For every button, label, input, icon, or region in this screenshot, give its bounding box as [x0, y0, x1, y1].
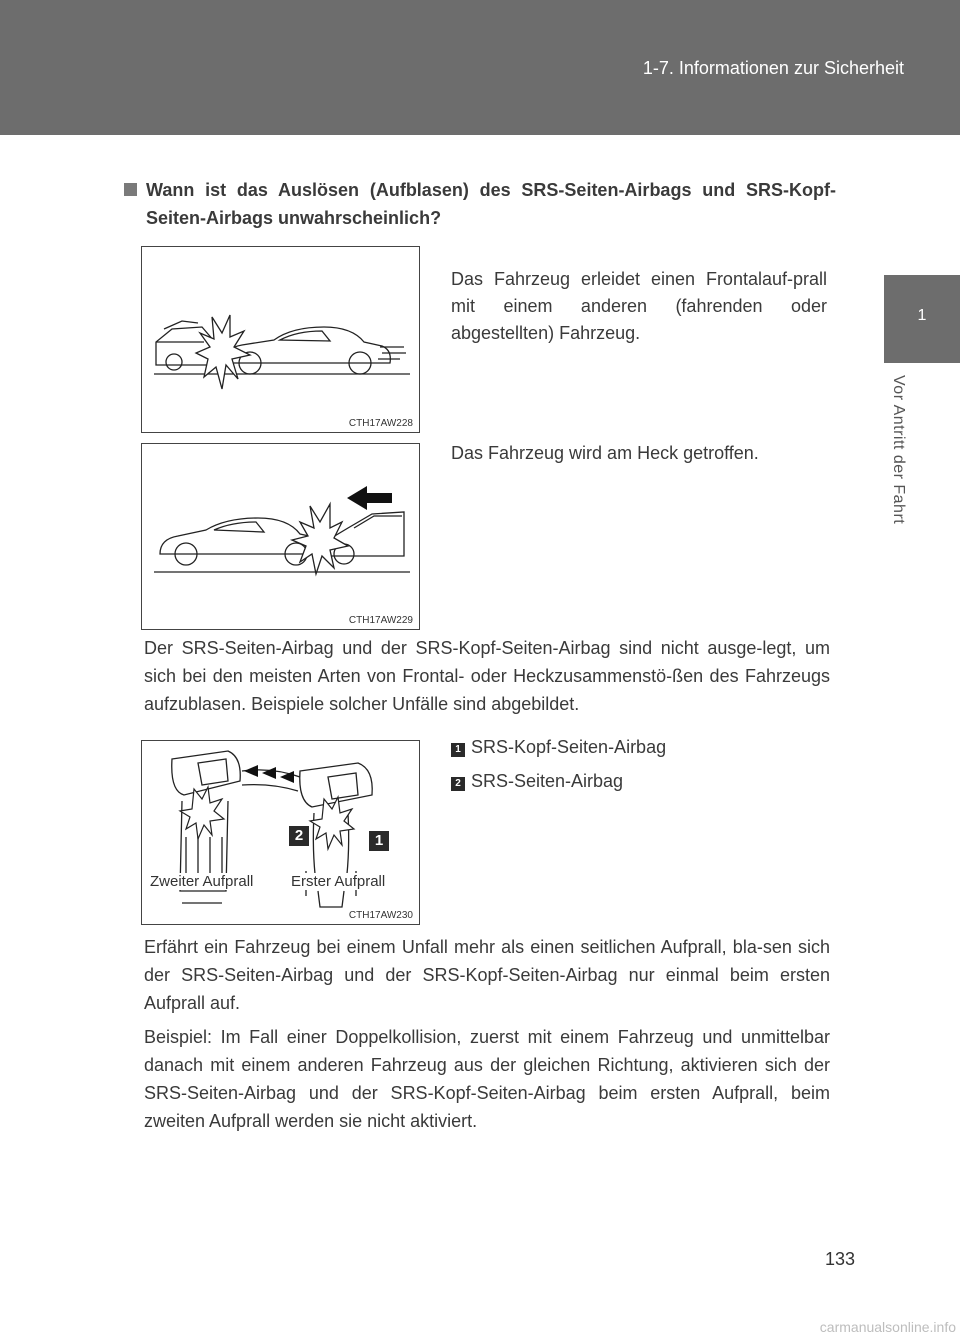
page-header — [0, 0, 960, 135]
page-number: 133 — [825, 1249, 856, 1269]
subsection-heading — [124, 176, 836, 232]
number-box-icon: 2 — [451, 777, 465, 791]
frontal-collision-illustration — [142, 247, 419, 432]
callout-1: 1 — [369, 831, 389, 851]
callout-2: 2 — [289, 826, 309, 846]
rear-collision-illustration — [142, 444, 419, 629]
figure-caption: Das Fahrzeug wird am Heck getroffen. — [451, 443, 759, 463]
paragraph-example: Beispiel: Im Fall einer Doppelkollision, zuerst mit einem Fahrzeug und unmittelbar danach mit einem anderen Fahrzeug aus der gleichen Richtung, aktivieren sich der SRS-Seiten-Airbag und der SRS-Kopf-Seiten-Airbag beim ersten Aufprall, beim zweiten Aufprall werden sie nicht aktiviert. — [144, 1027, 830, 1131]
direction-arrow — [347, 486, 392, 510]
figure-code: CTH17AW228 — [348, 418, 413, 429]
section-title: 1-7. Informationen zur Sicherheit — [642, 58, 904, 78]
legend-label: SRS-Seiten-Airbag — [471, 771, 624, 791]
figure-rear-collision — [141, 443, 420, 630]
number-box-icon: 1 — [451, 743, 465, 757]
figure-double-collision — [141, 740, 420, 925]
figure-code: CTH17AW229 — [348, 615, 413, 626]
legend-item — [451, 737, 666, 758]
impact-burst — [196, 315, 250, 389]
label-first-impact: Erster Aufprall — [291, 873, 386, 890]
figure-code: CTH17AW230 — [348, 910, 413, 921]
figure-frontal-collision — [141, 246, 420, 433]
legend-item — [451, 771, 623, 792]
chapter-number: 1 — [917, 307, 927, 324]
heading-text: Wann ist das Auslösen (Aufblasen) des SRS-Seiten-Airbags und SRS-Kopf-Seiten-Airbags unwahrscheinlich? — [146, 180, 836, 228]
chapter-label: Vor Antritt der Fahrt — [890, 375, 907, 525]
watermark: carmanualsonline.info — [819, 1319, 956, 1335]
chapter-tab — [884, 275, 960, 363]
paragraph-intro: Der SRS-Seiten-Airbag und der SRS-Kopf-Seiten-Airbag sind nicht ausge-legt, um sich bei den meisten Arten von Frontal- oder Heckzusammenstö-ßen des Fahrzeugs aufzublasen. Beispiele solcher Unfälle sind abgebildet. — [144, 638, 830, 714]
figure-caption: Das Fahrzeug erleidet einen Frontalauf-prall mit einem anderen (fahrenden oder abgestellten) Fahrzeug. — [451, 269, 827, 343]
impact-burst — [310, 797, 354, 849]
paragraph-multiple-impacts: Erfährt ein Fahrzeug bei einem Unfall mehr als einen seitlichen Aufprall, bla-sen sich der SRS-Seiten-Airbag und der SRS-Kopf-Seiten-Airbag nur einmal beim ersten Aufprall auf. — [144, 937, 830, 1013]
legend-label: SRS-Kopf-Seiten-Airbag — [471, 737, 667, 757]
label-second-impact: Zweiter Aufprall — [150, 873, 254, 890]
square-bullet-icon — [124, 183, 137, 196]
